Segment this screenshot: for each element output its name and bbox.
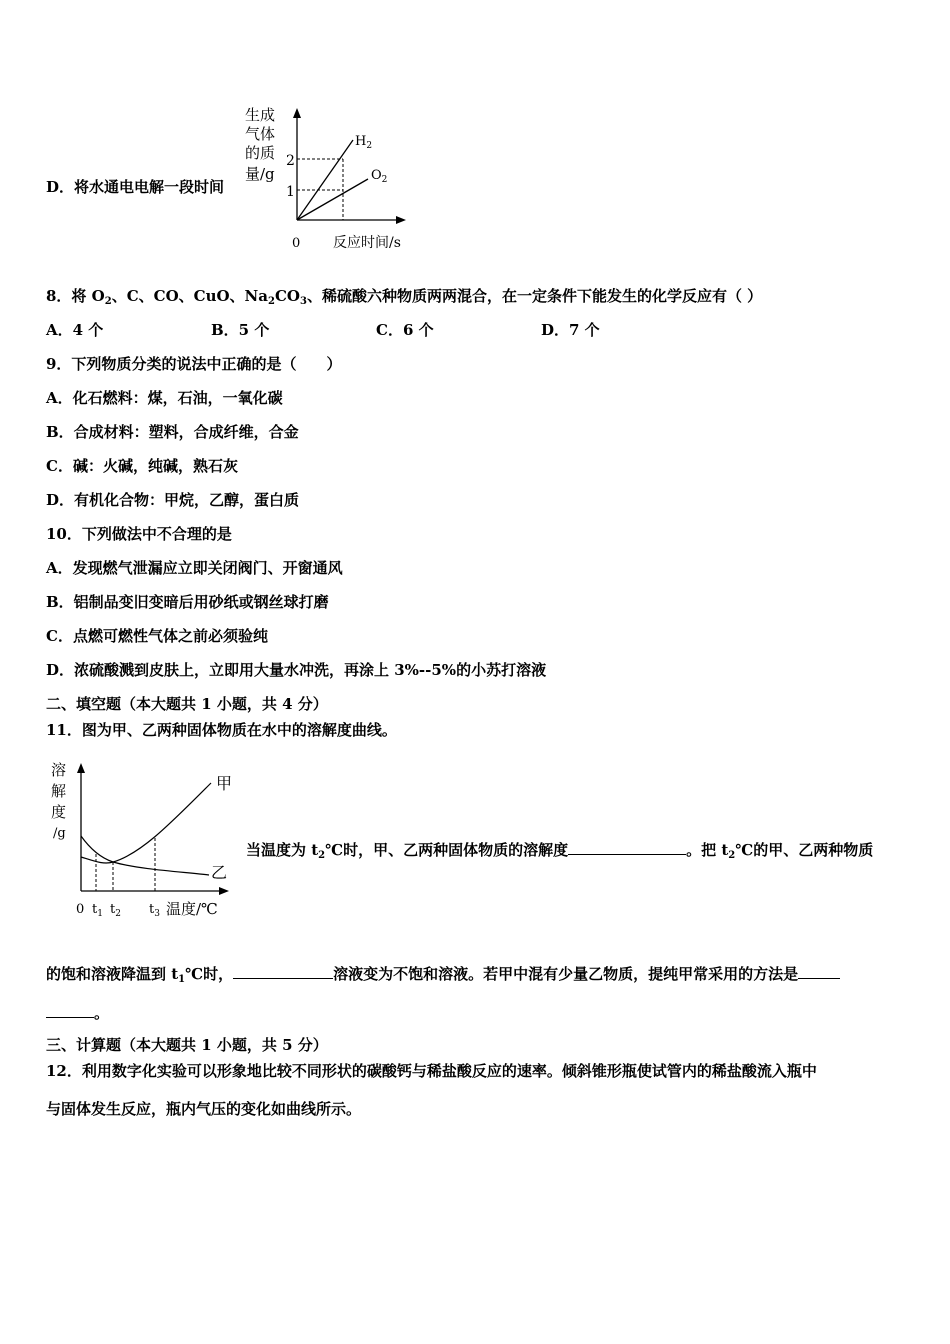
chart2-ylabel-2: 解	[51, 782, 67, 800]
chart2-series-yi	[81, 836, 209, 875]
q8-option-a: A．4 个	[46, 321, 104, 339]
q8-option-b: B．5 个	[211, 321, 270, 339]
q10-stem: 10．下列做法中不合理的是	[46, 525, 232, 543]
q8-option-d: D．7 个	[541, 321, 600, 339]
chart2-series-jia	[81, 783, 211, 863]
q11-stem: 11．图为甲、乙两种固体物质在水中的溶解度曲线。	[46, 721, 397, 739]
q10-option-c: C．点燃可燃性气体之前必须验纯	[46, 627, 268, 645]
q9-option-a: A．化石燃料：煤，石油，一氧化碳	[46, 389, 283, 407]
chart1-y-arrow	[293, 108, 301, 118]
q11-line3: 。	[46, 1003, 109, 1023]
chart2-label-jia: 甲	[216, 774, 233, 793]
chart2-label-yi: 乙	[211, 863, 228, 882]
chart2-ylabel-4: /g	[53, 826, 66, 841]
q11-blank-2[interactable]	[233, 964, 333, 979]
q10-option-a: A．发现燃气泄漏应立即关闭阀门、开窗通风	[46, 559, 343, 577]
q9-option-d: D．有机化合物：甲烷，乙醇，蛋白质	[46, 491, 300, 509]
q11-line1: 当温度为 $t_2℃$时，甲、乙两种固体物质的溶解度 。把 $t_2℃$的甲、乙两种物质	[246, 841, 874, 861]
chart1-x-arrow	[396, 216, 406, 224]
chart1-ytick-1: 1	[286, 184, 295, 200]
chart1-origin: 0	[292, 236, 301, 251]
q7-option-d: D．将水通电电解一段时间	[46, 178, 225, 196]
q12-line1: 12．利用数字化实验可以形象地比较不同形状的碳酸钙与稀盐酸反应的速率。倾斜锥形瓶使试管内的稀盐酸流入瓶中	[46, 1062, 817, 1080]
chart2-ylabel-3: 度	[51, 803, 67, 821]
section-2-heading: 二、填空题（本大题共 1 小题，共 4 分）	[46, 695, 328, 713]
chart1-ylabel-3: 的质	[245, 144, 276, 162]
chart1-ylabel-2: 气体	[245, 125, 276, 143]
chart2-xlabel: 温度/℃	[166, 900, 218, 918]
chart1-ylabel-1: 生成	[245, 106, 276, 124]
chart2-origin: 0	[76, 902, 85, 917]
chart1-series-o2	[297, 179, 368, 220]
chart1-ytick-2: 2	[286, 153, 295, 169]
q12-line2: 与固体发生反应，瓶内气压的变化如曲线所示。	[46, 1100, 362, 1118]
chart1-series-h2	[297, 140, 353, 220]
chart2-xtick-t2: $t_2$	[110, 902, 121, 919]
q11-blank-3b[interactable]	[46, 1003, 94, 1018]
chart1-ylabel-4: 量/g	[245, 165, 275, 183]
chart2-y-arrow	[77, 763, 85, 773]
q11-line2: 的饱和溶液降温到 $t_1℃$时， 溶液变为不饱和溶液。若甲中混有少量乙物质，提纯甲常采用的方法是	[46, 964, 840, 990]
q11-blank-1[interactable]	[568, 840, 686, 855]
q8-options	[46, 320, 600, 340]
chart1-label-o2: $O_2$	[371, 168, 388, 185]
q10-option-b: B．铝制品变旧变暗后用砂纸或钢丝球打磨	[46, 593, 329, 611]
q9-option-b: B．合成材料：塑料，合成纤维，合金	[46, 423, 299, 441]
solubility-chart	[46, 758, 246, 923]
chart1-xlabel: 反应时间/s	[333, 235, 401, 251]
chart2-x-arrow	[219, 887, 229, 895]
section-3-heading: 三、计算题（本大题共 1 小题，共 5 分）	[46, 1036, 328, 1054]
chart2-ylabel-1: 溶	[51, 761, 67, 779]
chart1-label-h2: $H_2$	[355, 134, 373, 151]
chart2-xtick-t3: $t_3$	[149, 902, 160, 919]
q8-stem: 8．将 $O_2$、C、CO、CuO、$Na_2CO_3$、稀硫酸六种物质两两混合，在一定条件下能发生的化学反应有（ ）	[46, 287, 763, 307]
q11-blank-3a[interactable]	[798, 964, 840, 979]
q10-option-d: D．浓硫酸溅到皮肤上，立即用大量水冲洗，再涂上 3%--5%的小苏打溶液	[46, 661, 547, 679]
q9-option-c: C．碱：火碱，纯碱，熟石灰	[46, 457, 238, 475]
chart2-xtick-t1: $t_1$	[92, 902, 103, 919]
q8-option-c: C．6 个	[376, 321, 434, 339]
electrolysis-chart	[240, 100, 430, 260]
q9-stem: 9．下列物质分类的说法中正确的是（ ）	[46, 355, 342, 373]
